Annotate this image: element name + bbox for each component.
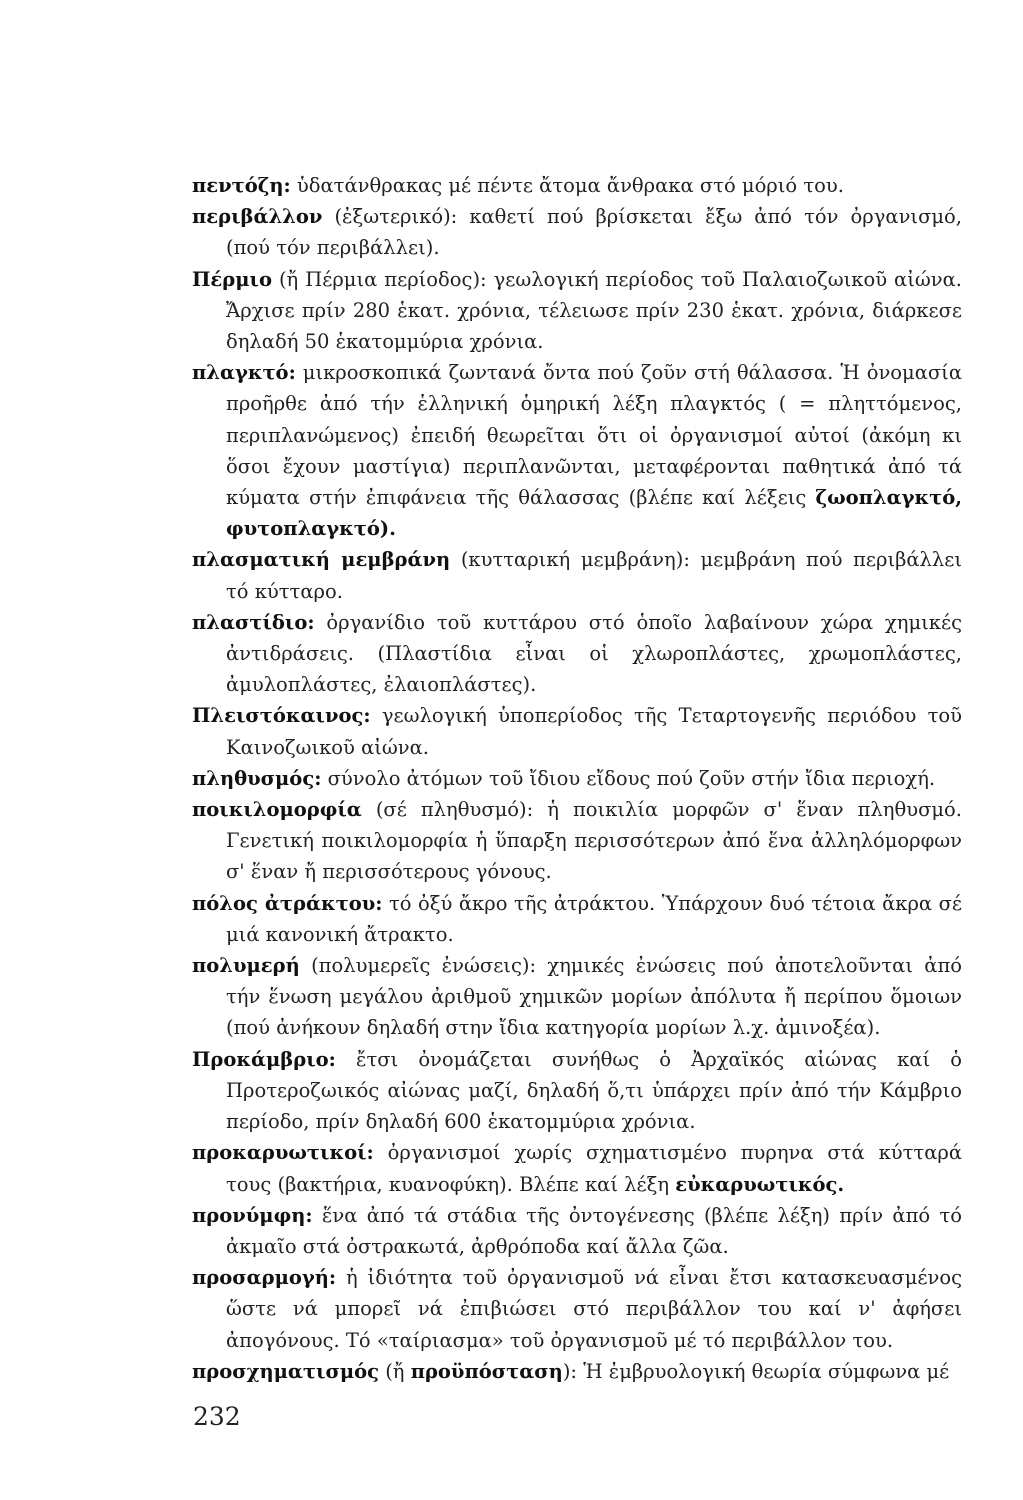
entry-definition: ἔτσι ὀνομάζεται συνήθως ὁ Ἀρχαϊκός αἰώνας καί ὁ Προτεροζωικός αἰώνας μαζί, δηλαδή ὅ,τι ὑπάρχει πρίν ἀπό τήν Κάμβριο περίοδο, πρίν δηλαδή 600 ἑκατομμύρια χρόνια. [226,1047,962,1134]
glossary-entry-prosximatismos [192,1356,962,1387]
glossary-entry-plithysmos [192,763,962,794]
glossary-entry-plasmatiki-memvrani [192,544,962,606]
entry-definition: (πολυμερεῖς ἐνώσεις): χημικές ἐνώσεις πού ἀποτελοῦνται ἀπό τήν ἕνωση μεγάλου ἀριθμοῦ χημικῶν μορίων ἀπόλυτα ἤ περίπου ὅμοιων (πού ἀνήκουν δηλαδή στην ἴδια κατηγορία μορίων λ.χ. ἀμινοξέα). [226,954,962,1040]
entry-term: πλαστίδιο: [192,610,315,634]
entry-term: πολυμερή [192,954,300,978]
glossary-entry-polymeri [192,950,962,1044]
entry-term: Προκάμβριο: [192,1047,336,1071]
entry-definition: (ἤ [379,1359,411,1383]
page-number: 232 [193,1402,241,1431]
entry-definition: (ἤ Πέρμια περίοδος): γεωλογική περίοδος τοῦ Παλαιοζωικοῦ αἰώνα. Ἄρχισε πρίν 280 ἑκατ. χρόνια, τέλειωσε πρίν 230 ἑκατ. χρόνια, διάρκεσε δηλαδή 50 ἑκατομμύρια χρόνια. [226,267,962,354]
entry-definition: ἡ ἰδιότητα τοῦ ὀργανισμοῦ νά εἶναι ἔτσι κατασκευασμένος ὥστε νά μπορεῖ νά ἐπιβιώσει στό περιβάλλον του καί ν' ἀφήσει ἀπογόνους. Τό «ταίριασμα» τοῦ ὀργανισμοῦ μέ τό περιβάλλον του. [226,1266,962,1352]
entry-term: προκαρυωτικοί: [192,1141,374,1165]
glossary-entry-poikilomorfia [192,794,962,888]
glossary-entry-pronymfi [192,1200,962,1262]
entry-term: προσαρμογή: [192,1266,337,1290]
glossary-entry-prokaryotikoi [192,1137,962,1199]
entry-term: πλασματική μεμβράνη [192,548,451,572]
entry-definition: (σέ πληθυσμό): ἡ ποικιλία μορφῶν σ' ἕναν πληθυσμό. Γενετική ποικιλομορφία ἡ ὕπαρξη περισσότερων ἀπό ἕνα ἀλληλόμορφων σ' ἕναν ἤ περισσότερους γόνους. [226,798,962,884]
entry-term: πληθυσμός: [192,766,322,790]
glossary-entry-prosarmogi [192,1262,962,1356]
entry-definition: ὑδατάνθρακας μέ πέντε ἄτομα ἄνθρακα στό μόριό του. [290,174,844,197]
entry-definition: ὀργανίδιο τοῦ κυττάρου στό ὁποῖο λαβαίνουν χώρα χημικές ἀντιδράσεις. (Πλαστίδια εἶναι οἱ χλωροπλάστες, χρωμοπλάστες, ἀμυλοπλάστες, ἐλαιοπλάστες). [226,610,962,697]
entry-synonym: προϋπόσταση [410,1359,563,1383]
entry-definition: (κυτταρική μεμβράνη): μεμβράνη πού περιβάλλει τό κύτταρο. [226,548,962,603]
glossary-entry-polos-atraktou [192,888,962,950]
entry-definition: γεωλογική ὑποπερίοδος τῆς Τεταρτογενῆς περιόδου τοῦ Καινοζωικοῦ αἰώνα. [226,704,962,759]
entry-definition: ὀργανισμοί χωρίς σχηματισμένο πυρηνα στά κύτταρά τους (βακτήρια, κυανοφύκη). Βλέπε καί λέξη [226,1141,962,1196]
entry-term: προσχηματισμός [192,1359,379,1383]
entry-term: Πλειστόκαινος: [192,704,371,728]
entry-definition: τό ὀξύ ἄκρο τῆς ἀτράκτου. Ὑπάρχουν δυό τέτοια ἄκρα σέ μιά κανονική ἄτρακτο. [226,891,962,946]
entry-cross-reference: εὐκαρυωτικός. [675,1172,845,1196]
glossary-entry-plagkto [192,357,962,544]
entry-definition: (ἐξωτερικό): καθετί πού βρίσκεται ἔξω ἀπό τόν ὀργανισμό, (πού τόν περιβάλλει). [226,205,962,260]
entry-definition: ἕνα ἀπό τά στάδια τῆς ὀντογένεσης (βλέπε λέξη) πρίν ἀπό τό ἀκμαῖο στά ὀστρακωτά, ἀρθρόποδα καί ἄλλα ζῶα. [226,1203,962,1258]
entry-term: πλαγκτό: [192,361,296,385]
entry-definition: σύνολο ἀτόμων τοῦ ἴδιου εἴδους πού ζοῦν στήν ἴδια περιοχή. [321,766,936,790]
entry-term: Πέρμιο [192,267,272,291]
glossary-entry-pleistokainos [192,700,962,762]
glossary-entry-permio [192,264,962,358]
entry-term: περιβάλλον [192,205,323,229]
entry-term: προνύμφη: [192,1203,313,1227]
entry-definition: μικροσκοπικά ζωντανά ὄντα πού ζοῦν στή θάλασσα. Ἡ ὀνομασία προῆρθε ἀπό τήν ἑλληνική ὁμηρική λέξη πλαγκτός ( = πληττόμενος, περιπλανώμενος) ἐπειδή θεωρεῖται ὅτι οἱ ὀργανισμοί αὐτοί (ἀκόμη κι ὅσοι ἔχουν μαστίγια) περιπλανῶνται, μεταφέρονται παθητικά ἀπό τά κύματα στήν ἐπιφάνεια τῆς θάλασσας (βλέπε καί λέξεις [226,361,962,510]
glossary-entry-perivallon [192,201,962,263]
glossary-entry-plastidio [192,607,962,701]
glossary-entry-pentozi [192,170,962,201]
entry-term: πεντόζη: [192,174,291,197]
glossary-entry-prokamvrio [192,1044,962,1138]
entry-cross-reference: ζωοπλαγκτό, φυτοπλαγκτό). [226,486,962,541]
glossary-entries [192,170,962,1387]
entry-term: πόλος ἀτράκτου: [192,891,383,915]
entry-term: ποικιλομορφία [192,798,362,822]
entry-definition-continued: ): Ἡ ἐμβρυολογική θεωρία σύμφωνα μέ [562,1359,950,1383]
